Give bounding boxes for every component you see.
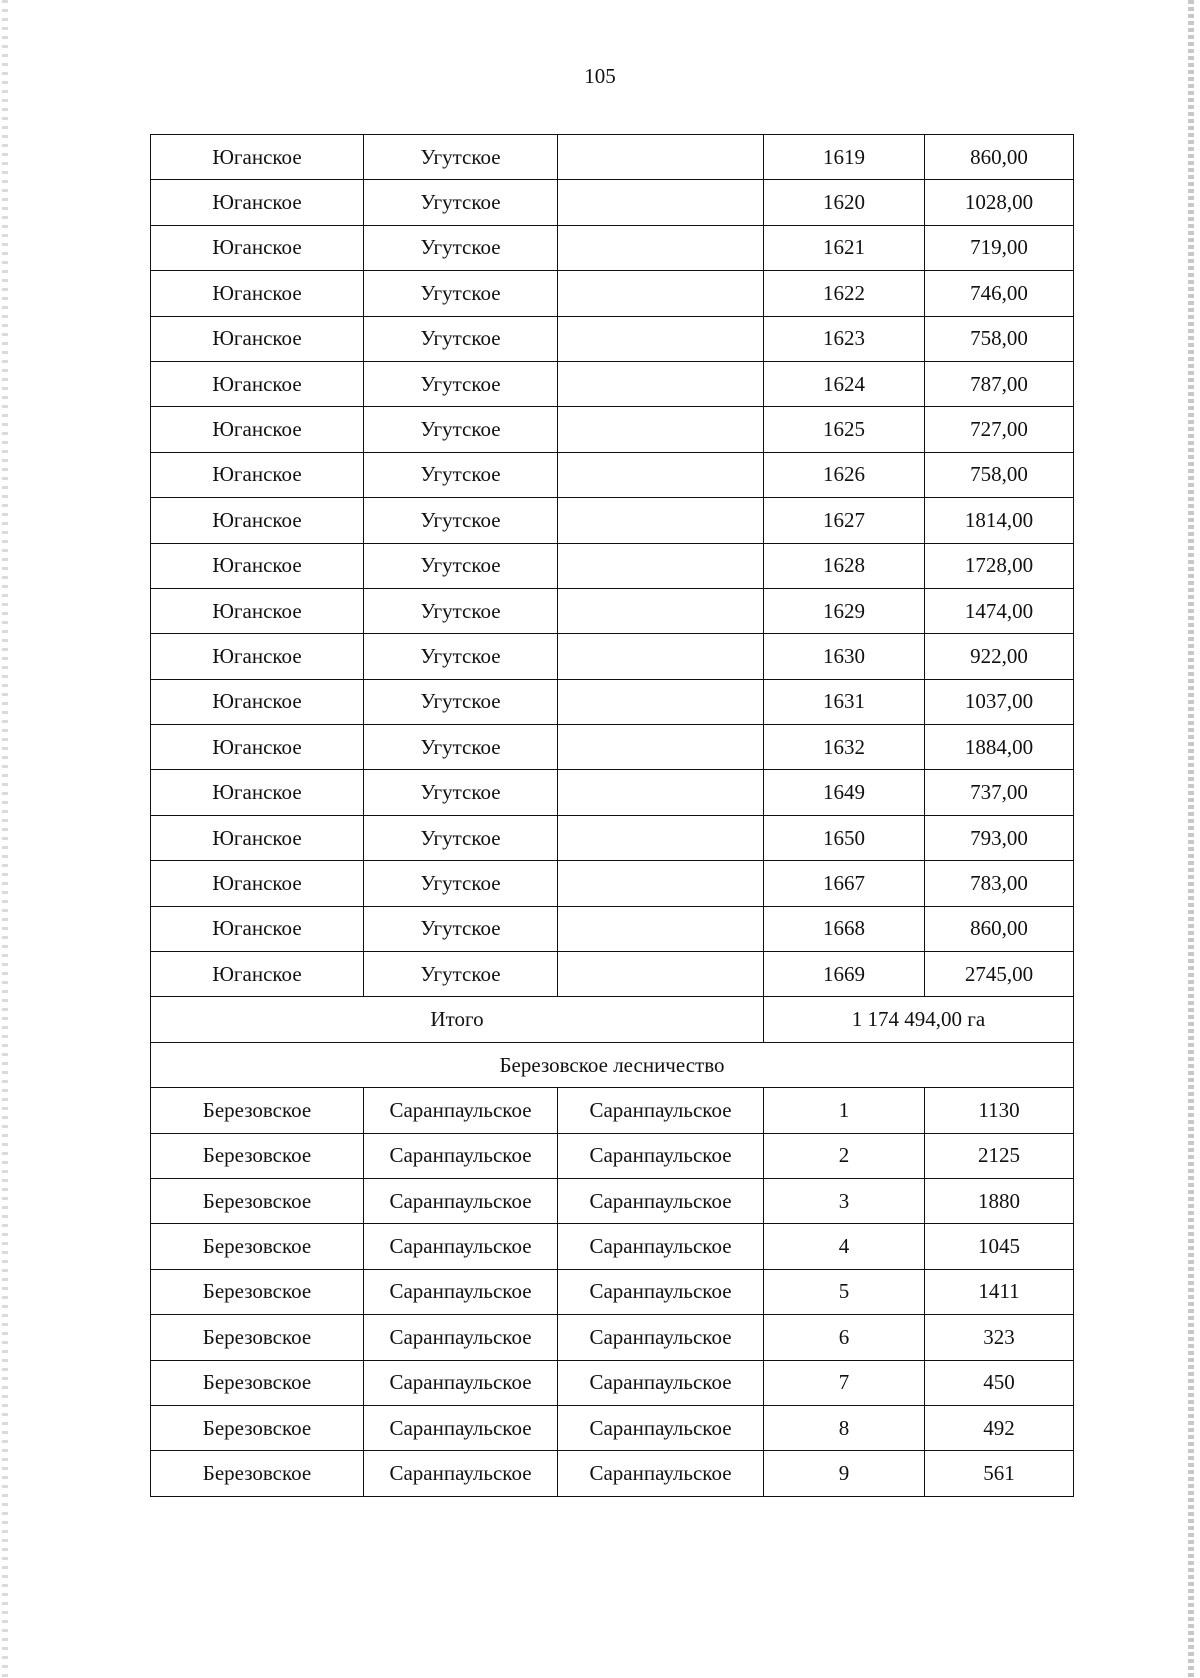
tract-cell [558, 316, 764, 361]
forestry-cell: Юганское [151, 906, 364, 951]
area-cell: 793,00 [925, 815, 1074, 860]
total-value: 1 174 494,00 га [764, 997, 1074, 1042]
quarter-cell: 6 [764, 1315, 925, 1360]
tract-cell: Саранпаульское [558, 1451, 764, 1496]
district-cell: Угутское [364, 316, 558, 361]
district-cell: Саранпаульское [364, 1451, 558, 1496]
forestry-cell: Юганское [151, 815, 364, 860]
quarter-cell: 8 [764, 1405, 925, 1450]
tract-cell [558, 861, 764, 906]
district-cell: Саранпаульское [364, 1178, 558, 1223]
table-row [151, 1224, 1074, 1269]
table-row [151, 543, 1074, 588]
tract-cell [558, 452, 764, 497]
quarter-cell: 9 [764, 1451, 925, 1496]
forestry-cell: Юганское [151, 952, 364, 997]
forestry-cell: Березовское [151, 1360, 364, 1405]
forest-quarters-table [150, 134, 1074, 1497]
tract-cell: Саранпаульское [558, 1315, 764, 1360]
district-cell: Саранпаульское [364, 1224, 558, 1269]
tract-cell [558, 906, 764, 951]
area-cell: 1814,00 [925, 498, 1074, 543]
district-cell: Угутское [364, 271, 558, 316]
table-row [151, 1178, 1074, 1223]
area-cell: 492 [925, 1405, 1074, 1450]
forestry-cell: Березовское [151, 1405, 364, 1450]
district-cell: Угутское [364, 498, 558, 543]
quarter-cell: 1628 [764, 543, 925, 588]
quarter-cell: 4 [764, 1224, 925, 1269]
table-row [151, 770, 1074, 815]
tract-cell [558, 815, 764, 860]
table-row [151, 861, 1074, 906]
table-row [151, 407, 1074, 452]
table-row [151, 634, 1074, 679]
forestry-cell: Юганское [151, 271, 364, 316]
tract-cell [558, 361, 764, 406]
quarter-cell: 2 [764, 1133, 925, 1178]
area-cell: 1028,00 [925, 180, 1074, 225]
quarter-cell: 1623 [764, 316, 925, 361]
forestry-cell: Березовское [151, 1178, 364, 1223]
district-cell: Саранпаульское [364, 1088, 558, 1133]
area-cell: 1728,00 [925, 543, 1074, 588]
table-row [151, 361, 1074, 406]
table-row [151, 452, 1074, 497]
page-number: 105 [584, 64, 616, 88]
section-heading: Березовское лесничество [151, 1042, 1074, 1087]
area-cell: 860,00 [925, 135, 1074, 180]
tract-cell [558, 135, 764, 180]
area-cell: 1045 [925, 1224, 1074, 1269]
area-cell: 783,00 [925, 861, 1074, 906]
quarter-cell: 1667 [764, 861, 925, 906]
tract-cell: Саранпаульское [558, 1360, 764, 1405]
table-row [151, 1315, 1074, 1360]
forestry-cell: Юганское [151, 634, 364, 679]
table-row [151, 1360, 1074, 1405]
forestry-cell: Березовское [151, 1451, 364, 1496]
quarter-cell: 1632 [764, 725, 925, 770]
table-row [151, 135, 1074, 180]
tract-cell: Саранпаульское [558, 1178, 764, 1223]
area-cell: 737,00 [925, 770, 1074, 815]
quarter-cell: 3 [764, 1178, 925, 1223]
area-cell: 758,00 [925, 452, 1074, 497]
table-row [151, 1133, 1074, 1178]
quarter-cell: 1619 [764, 135, 925, 180]
table-row [151, 316, 1074, 361]
area-cell: 2745,00 [925, 952, 1074, 997]
table-row [151, 1088, 1074, 1133]
forestry-cell: Юганское [151, 498, 364, 543]
area-cell: 1037,00 [925, 679, 1074, 724]
district-cell: Угутское [364, 906, 558, 951]
district-cell: Угутское [364, 361, 558, 406]
forestry-cell: Юганское [151, 770, 364, 815]
total-label: Итого [151, 997, 764, 1042]
forestry-cell: Юганское [151, 588, 364, 633]
district-cell: Угутское [364, 225, 558, 270]
district-cell: Угутское [364, 861, 558, 906]
area-cell: 1880 [925, 1178, 1074, 1223]
forestry-cell: Березовское [151, 1269, 364, 1314]
quarter-cell: 1649 [764, 770, 925, 815]
table-row [151, 180, 1074, 225]
quarter-cell: 1630 [764, 634, 925, 679]
quarter-cell: 1625 [764, 407, 925, 452]
table-row [151, 815, 1074, 860]
table-row [151, 906, 1074, 951]
table-row [151, 679, 1074, 724]
tract-cell [558, 634, 764, 679]
table-row [151, 1269, 1074, 1314]
tract-cell [558, 725, 764, 770]
tract-cell: Саранпаульское [558, 1088, 764, 1133]
forestry-cell: Юганское [151, 316, 364, 361]
table-row [151, 725, 1074, 770]
area-cell: 860,00 [925, 906, 1074, 951]
area-cell: 450 [925, 1360, 1074, 1405]
quarter-cell: 1622 [764, 271, 925, 316]
district-cell: Саранпаульское [364, 1133, 558, 1178]
quarter-cell: 1627 [764, 498, 925, 543]
area-cell: 1130 [925, 1088, 1074, 1133]
forestry-cell: Березовское [151, 1088, 364, 1133]
table-row [151, 1405, 1074, 1450]
area-cell: 922,00 [925, 634, 1074, 679]
district-cell: Угутское [364, 725, 558, 770]
table-row [151, 952, 1074, 997]
area-cell: 1884,00 [925, 725, 1074, 770]
tract-cell [558, 407, 764, 452]
quarter-cell: 1650 [764, 815, 925, 860]
area-cell: 727,00 [925, 407, 1074, 452]
district-cell: Угутское [364, 679, 558, 724]
quarter-cell: 5 [764, 1269, 925, 1314]
area-cell: 1411 [925, 1269, 1074, 1314]
area-cell: 561 [925, 1451, 1074, 1496]
quarter-cell: 1631 [764, 679, 925, 724]
area-cell: 2125 [925, 1133, 1074, 1178]
forestry-cell: Юганское [151, 679, 364, 724]
scan-edge-right [1188, 0, 1194, 1678]
forestry-cell: Юганское [151, 725, 364, 770]
forestry-cell: Березовское [151, 1224, 364, 1269]
area-cell: 787,00 [925, 361, 1074, 406]
table-row [151, 498, 1074, 543]
area-cell: 746,00 [925, 271, 1074, 316]
forestry-cell: Юганское [151, 452, 364, 497]
table-row [151, 271, 1074, 316]
district-cell: Угутское [364, 952, 558, 997]
tract-cell [558, 180, 764, 225]
area-cell: 1474,00 [925, 588, 1074, 633]
district-cell: Угутское [364, 543, 558, 588]
tract-cell [558, 498, 764, 543]
quarter-cell: 1621 [764, 225, 925, 270]
quarter-cell: 1 [764, 1088, 925, 1133]
table-row [151, 1451, 1074, 1496]
quarter-cell: 1669 [764, 952, 925, 997]
forestry-cell: Березовское [151, 1133, 364, 1178]
district-cell: Саранпаульское [364, 1360, 558, 1405]
district-cell: Угутское [364, 452, 558, 497]
scan-edge-left [2, 0, 8, 1678]
tract-cell [558, 271, 764, 316]
forestry-cell: Юганское [151, 407, 364, 452]
quarter-cell: 7 [764, 1360, 925, 1405]
district-cell: Саранпаульское [364, 1405, 558, 1450]
area-cell: 758,00 [925, 316, 1074, 361]
tract-cell [558, 225, 764, 270]
district-cell: Угутское [364, 180, 558, 225]
forestry-cell: Юганское [151, 135, 364, 180]
district-cell: Угутское [364, 588, 558, 633]
tract-cell [558, 543, 764, 588]
area-cell: 719,00 [925, 225, 1074, 270]
forestry-cell: Юганское [151, 543, 364, 588]
quarter-cell: 1629 [764, 588, 925, 633]
forestry-cell: Юганское [151, 225, 364, 270]
quarter-cell: 1620 [764, 180, 925, 225]
quarter-cell: 1626 [764, 452, 925, 497]
district-cell: Саранпаульское [364, 1315, 558, 1360]
tract-cell [558, 952, 764, 997]
table-row [151, 225, 1074, 270]
tract-cell: Саранпаульское [558, 1405, 764, 1450]
area-cell: 323 [925, 1315, 1074, 1360]
total-row [151, 997, 1074, 1042]
quarter-cell: 1668 [764, 906, 925, 951]
section-heading-row [151, 1042, 1074, 1087]
forestry-cell: Березовское [151, 1315, 364, 1360]
tract-cell: Саранпаульское [558, 1269, 764, 1314]
district-cell: Угутское [364, 634, 558, 679]
district-cell: Угутское [364, 770, 558, 815]
tract-cell [558, 770, 764, 815]
tract-cell: Саранпаульское [558, 1133, 764, 1178]
forestry-cell: Юганское [151, 180, 364, 225]
district-cell: Угутское [364, 135, 558, 180]
table-row [151, 588, 1074, 633]
district-cell: Угутское [364, 815, 558, 860]
forestry-cell: Юганское [151, 861, 364, 906]
tract-cell: Саранпаульское [558, 1224, 764, 1269]
table-body [151, 135, 1074, 1497]
district-cell: Саранпаульское [364, 1269, 558, 1314]
forestry-cell: Юганское [151, 361, 364, 406]
district-cell: Угутское [364, 407, 558, 452]
tract-cell [558, 679, 764, 724]
quarter-cell: 1624 [764, 361, 925, 406]
tract-cell [558, 588, 764, 633]
